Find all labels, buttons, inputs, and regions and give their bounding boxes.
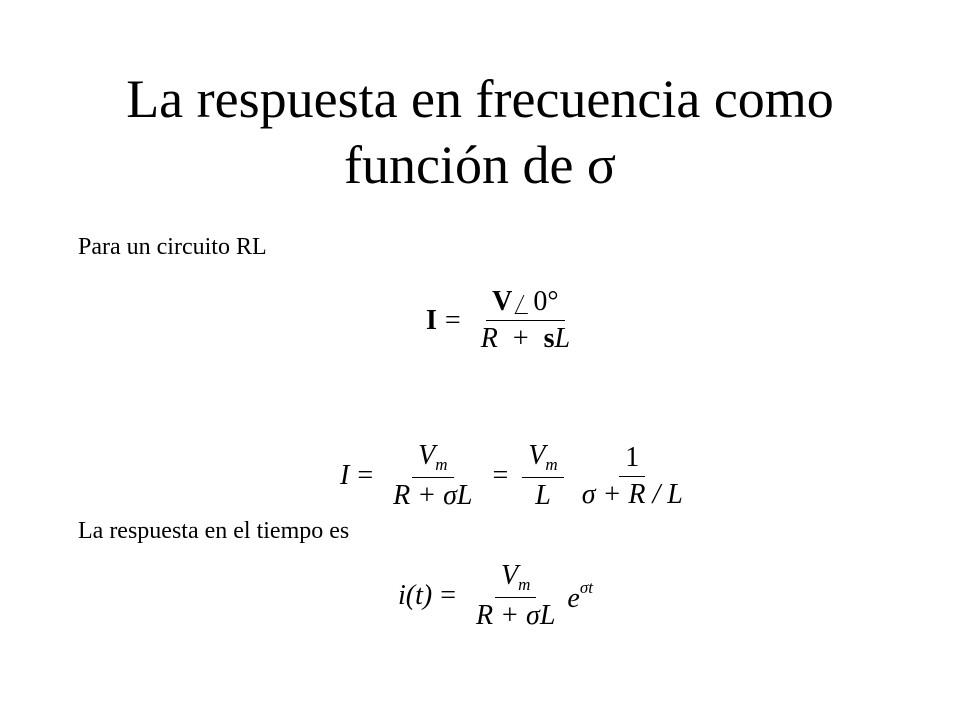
equation-phasor-current	[426, 286, 582, 355]
eq3-numerator	[495, 560, 536, 598]
eq3-num-v: V	[501, 560, 519, 591]
eq2-equals-2: =	[492, 460, 509, 491]
eq1-den-plus: +	[512, 323, 529, 354]
eq1-num-angle: 0°	[533, 286, 559, 317]
eq3-denominator: R + σL	[476, 600, 556, 631]
eq1-num-v: V	[492, 286, 513, 317]
eq1-denominator	[475, 321, 576, 355]
eq1-numerator	[486, 286, 564, 321]
eq2-f1-num-sub: m	[435, 455, 448, 474]
eq3-fraction	[470, 560, 561, 632]
title-line-2: función de σ	[343, 135, 617, 195]
intro-text: Para un circuito RL	[78, 234, 267, 260]
eq2-f2-denominator: L	[535, 480, 551, 511]
eq2-fraction-2	[522, 440, 563, 512]
angle-symbol-icon	[519, 286, 558, 318]
time-response-text: La respuesta en el tiempo es	[78, 518, 350, 544]
eq1-den-l: L	[554, 323, 571, 354]
slide-title	[60, 66, 900, 198]
equation-time-response	[398, 560, 593, 632]
eq2-fraction-3	[576, 442, 689, 511]
eq1-lhs: I	[426, 304, 437, 336]
eq3-exp-power: σt	[579, 577, 593, 597]
eq2-f2-numerator	[522, 440, 563, 478]
eq2-f1-num-v: V	[418, 440, 436, 471]
eq2-f3-denominator: σ + R / L	[581, 478, 683, 510]
eq2-f3-numerator: 1	[619, 442, 645, 477]
eq3-num-sub: m	[518, 575, 531, 594]
eq3-exp-base: e	[567, 582, 580, 614]
eq1-fraction	[475, 286, 576, 355]
eq3-exponential	[567, 578, 593, 615]
title-line-1: La respuesta en frecuencia como	[126, 69, 834, 129]
eq3-lhs: i(t)	[398, 580, 433, 611]
eq2-f1-denominator: R + σL	[393, 480, 473, 511]
equation-current-sigma	[340, 440, 695, 512]
eq2-lhs: I	[340, 460, 350, 491]
eq1-equals: =	[444, 304, 461, 336]
eq2-f2-num-sub: m	[545, 455, 558, 474]
eq1-den-s: s	[543, 323, 555, 354]
eq3-equals: =	[440, 580, 457, 611]
eq2-equals-1: =	[357, 460, 374, 491]
eq2-f2-num-v: V	[528, 440, 546, 471]
eq1-den-r: R	[480, 323, 498, 354]
eq2-f1-numerator	[412, 440, 453, 478]
eq2-fraction-1	[387, 440, 478, 512]
